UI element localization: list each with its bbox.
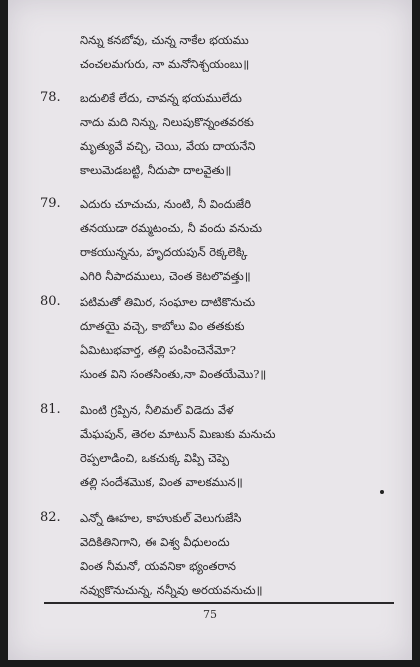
page-number: 75 xyxy=(203,608,217,621)
verse-line: ఎన్నో ఊహల, కాహుకుల్ వెలుగుజేసి xyxy=(80,511,242,525)
verse-line: ఏమిటుభవార్త, తల్లి పంపించెనేమో? xyxy=(80,343,236,357)
verse-line: దూతయై వచ్చె, కాబోలు విం తతకుకు xyxy=(80,319,245,333)
verse-number: 79. xyxy=(40,196,61,211)
verse-line: వింత నీమనో, యవనికా భ్యంతరాన xyxy=(80,559,236,573)
verse-continuation xyxy=(80,28,410,76)
verse-line: ఎదురు చూచుచు, నుంటి, నీ విందుజేరి xyxy=(80,197,252,211)
verse-line: పటిమతో తిమిర, సంఘాల దాటికొనుచు xyxy=(80,295,256,309)
ink-spot xyxy=(380,490,384,494)
verse-line: ఎగిరి నీపాదములు, చెంత కెటలొవత్తు॥ xyxy=(80,269,251,283)
verse-line: నవ్వుకొనుచున్న, నన్నీవు అరయవనుచు॥ xyxy=(80,583,263,597)
verse-line: బదులికే లేదు, చావన్న భయములేదు xyxy=(80,91,242,105)
verse-line: కాలుమెడబట్టి, నీదుపా దాలవైతు॥ xyxy=(80,163,232,177)
verse-line: చంచలమగురు, నా మనోనిశ్చయంబు॥ xyxy=(80,57,250,71)
verse-line: మింటి గ్రప్పిన, నీలిమల్ విడెదు వేళ xyxy=(80,403,234,417)
verse-number: 82. xyxy=(40,510,61,525)
verse-line: రాకయున్నను, హృదయపున్ రెక్కలెక్కి xyxy=(80,245,248,259)
verse-line: వెదికితినిగాని, ఈ విశ్వ వీధులందు xyxy=(80,535,230,549)
verse-line: నిన్ను కనబోవు, చున్న నాకేల భయము xyxy=(80,33,249,47)
footer-rule xyxy=(44,602,394,604)
book-page xyxy=(8,0,412,660)
verse-number: 80. xyxy=(40,294,61,309)
verse-number: 78. xyxy=(40,90,61,105)
verse-line: మేఘపున్, తెరల మాటున్ మిణుకు మనుచు xyxy=(80,427,276,441)
verse-line: తనయుడా రమ్మటంచు, నీ వందు వనుచు xyxy=(80,221,263,235)
verse-line: సుంత విని సంతసింతు,నా వింతయేమొ?॥ xyxy=(80,367,267,381)
verse-line: రెప్పలాడించి, ఒకచుక్క విప్పి చెప్పె xyxy=(80,451,230,465)
verse-line: మృత్యువే వచ్చి, చెయి, వేయ దాయనేని xyxy=(80,139,256,153)
verse-line: నాదు మది నిన్ను, నిలుపుకొన్నంతవరకు xyxy=(80,115,254,129)
verse-number: 81. xyxy=(40,402,61,417)
verse-line: తల్లి సందేశమొక, వింత వాలకమున॥ xyxy=(80,475,243,489)
